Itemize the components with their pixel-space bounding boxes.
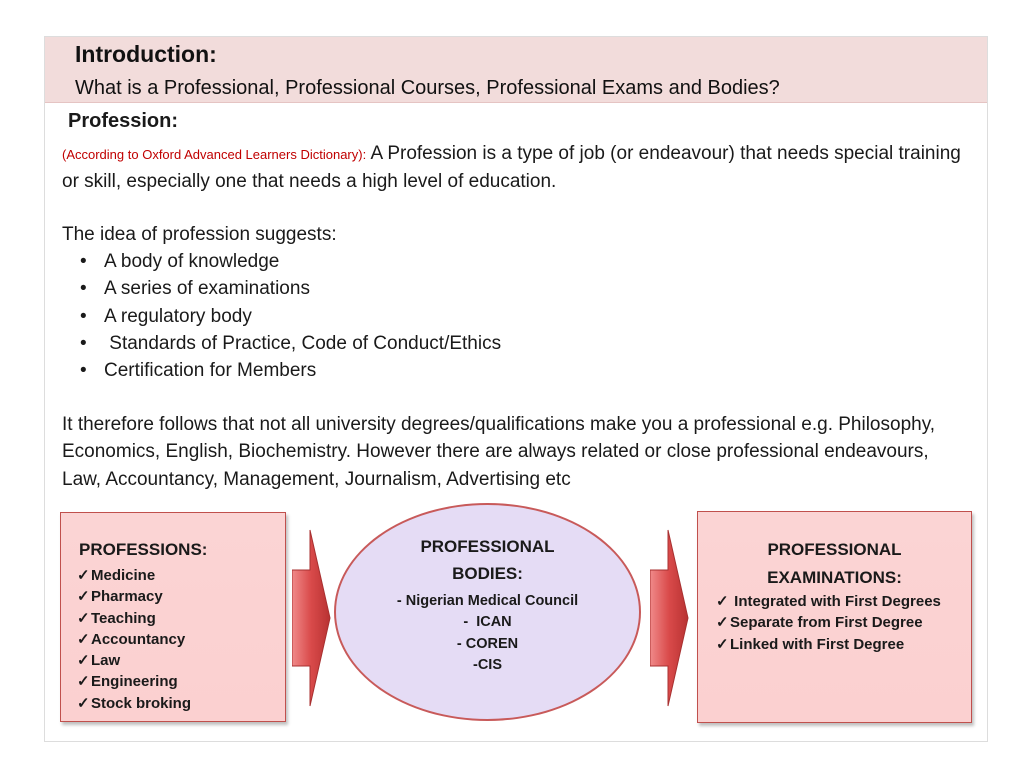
right-arrow-icon [292,528,332,708]
dictionary-citation: (According to Oxford Advanced Learners Dictionary): [62,147,367,162]
checkmark-icon: ✓ [77,630,90,648]
list-item: ✓Pharmacy [77,588,163,606]
list-item: - Nigerian Medical Council [396,593,579,609]
checkmark-icon: ✓ [716,614,729,632]
examinations-title-line: PROFESSIONAL [767,540,902,559]
examinations-list [716,591,941,655]
checkmark-icon: ✓ [77,588,90,606]
checkmark-icon: ✓ [716,593,729,610]
bullet-icon: • [80,332,87,354]
list-item: • Standards of Practice, Code of Conduct/Ethics [80,330,501,357]
list-item: • Certification for Members [80,357,501,384]
conclusion-paragraph: It therefore follows that not all university degrees/qualifications make you a professional e.g. Philosophy, Economics, English, Biochemistry. However there are always related or close professional endeavours, Law, Accountancy, Management, Journalism, Advertising etc [62,414,936,490]
professional-bodies-content [334,533,641,676]
bullet-icon: • [80,360,87,382]
profession-label: Profession: [68,110,179,132]
checkmark-icon: ✓ [716,635,729,653]
bodies-title: PROFESSIONAL BODIES: [420,537,555,583]
checkmark-icon: ✓ [77,652,90,670]
list-item: ✓Accountancy [77,630,186,648]
list-item: - ICAN [463,614,512,631]
definition-text: A Profession is a type of job (or endeavour) that needs special training or skill, especially one that needs a high level of education. [62,143,961,192]
list-item: ✓ Integrated with First Degrees [716,593,941,610]
checkmark-icon: ✓ [77,673,90,691]
list-item: • A regulatory body [80,303,501,330]
page-subtitle: What is a Professional, Professional Courses, Professional Exams and Bodies? [75,77,780,99]
bullet-icon: • [80,251,87,272]
list-item: ✓Linked with First Degree [716,635,905,653]
professions-title: PROFESSIONS: [79,540,208,559]
page-title: Introduction: [75,41,217,67]
header-band [45,37,987,103]
list-item: ✓Medicine [77,567,156,584]
bullet-icon: • [80,305,87,327]
professions-box [60,512,286,722]
profession-definition [62,140,962,195]
checkmark-icon: ✓ [77,694,90,712]
list-item: • A series of examinations [80,275,501,302]
list-item: ✓Law [77,652,121,670]
examinations-title-line: EXAMINATIONS: [767,568,902,587]
list-item: -CIS [473,656,502,673]
checkmark-icon: ✓ [77,609,90,627]
list-item: ✓Stock broking [77,694,192,712]
examinations-box [697,511,972,723]
right-arrow-icon [650,528,690,708]
examinations-title [698,536,971,592]
list-item: ✓Separate from First Degree [716,614,923,632]
list-item: - COREN [456,635,519,652]
checkmark-icon: ✓ [77,567,90,584]
professions-list [77,565,191,714]
list-item: ✓Engineering [77,673,178,691]
idea-bullet-list [80,248,501,384]
list-item: ✓Teaching [77,609,156,627]
list-item: • A body of knowledge [80,248,501,275]
bullet-icon: • [80,278,87,300]
idea-intro: The idea of profession suggests: [62,224,337,245]
